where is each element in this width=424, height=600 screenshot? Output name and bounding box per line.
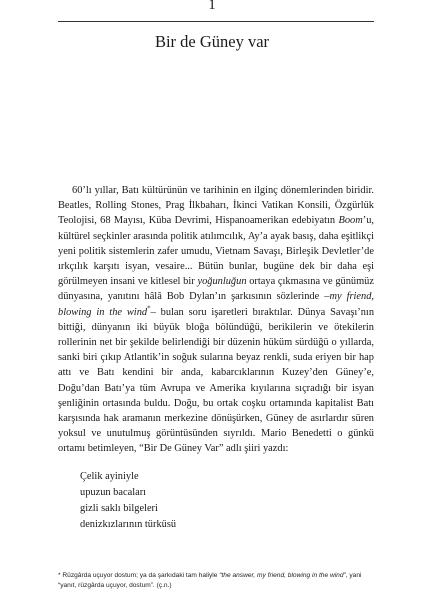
body-paragraph xyxy=(58,183,374,457)
poem-line: gizli saklı bilgeleri xyxy=(80,503,158,514)
footnote-marker: * xyxy=(147,304,151,313)
chapter-title: Bir de Güney var xyxy=(154,32,270,51)
body-italic-segment: my friend, blowing in the wind xyxy=(58,291,374,318)
chapter-divider xyxy=(58,21,374,22)
body-text xyxy=(58,183,374,457)
footnote-text-segment: , yani “yanıt, rüzgârda uçuyor, dostum”. (ç.n.) xyxy=(58,572,362,589)
footnote-mark: * xyxy=(58,572,63,579)
body-italic-segment: Boom xyxy=(338,215,363,227)
body-text-segment: – bulan soru işaretleri bıraktılar. Dünya Savaşı’nın bittiği, dünyanın iki büyük bloğa bölündüğü, berikilerin ve ötekilerin rollerinin net bir şekilde belirlendiği bir düzenin hüküm sürdüğü o yıllarda, sanki biri çıkıp Atlantik’in soğuk sularına beyaz renkli, suda eriyen bir hap attı ve Batı kendini bir anda, kabarcıklarının Kuzey’den Güney’e, Doğu’dan Batı’ya tüm Avrupa ve Amerika kıyılarına sıçradığı bir isyan şenliğinin ortasında buldu. Doğu, bu ortak coşku ortamında kapitalist Batı karşısında hak aramanın merkezine dönüşürken, Güney de asırlardır süren yoksul ve unutulmuş görüntüsünden sıyrıldı. Mario Benedetti o günkü ortamı betimleyen, “Bir De Güney Var” adlı şiiri yazdı: xyxy=(58,306,375,455)
body-text-segment: ’u, kültürel seçkinler arasında politik atılımcılık, Ay’a ayak basış, daha eşitlikçi yeni politik sistemlerin zafer umudu, Vietnam Savaşı, Birleşik Devletler’de ırkçılık karşıtı isyan, vesaire... Bütün bunlar, bugüne dek bir daha eşi görülmeyen insani ve kitlesel bir xyxy=(58,215,374,288)
footnote-text-segment: Rüzgârda uçuyor dostum; ya da şarkıdaki tam haliyle xyxy=(62,572,220,579)
footnote xyxy=(58,571,374,591)
poem-line: upuzun bacaları xyxy=(80,487,147,498)
body-italic-segment: yoğunluğun xyxy=(197,276,247,288)
poem-line: Çelik ayiniyle xyxy=(80,471,139,482)
chapter-number: 1 xyxy=(208,0,216,13)
footnote-italic-segment: “the answer, my friend, blowing in the wind” xyxy=(219,572,346,579)
poem-line: denizkızlarının türküsü xyxy=(80,519,177,530)
body-text-segment: 60’lı yıllar, Batı kültürünün ve tarihinin en ilginç dönemlerinden biridir. Beatles, Rolling Stones, Prag İlkbaharı, İkinci Vatikan Konsili, Özgürlük Teolojisi, 68 Mayısı, Küba Devrimi, Hispanoamerikan edebiyatın xyxy=(58,185,374,227)
poem-excerpt xyxy=(80,469,374,533)
body-text-segment: ortaya çıkmasına ve günümüz dünyasına, yanıtını hâlâ Bob Dylan’ın şarkısının sözlerinde – xyxy=(58,276,374,303)
